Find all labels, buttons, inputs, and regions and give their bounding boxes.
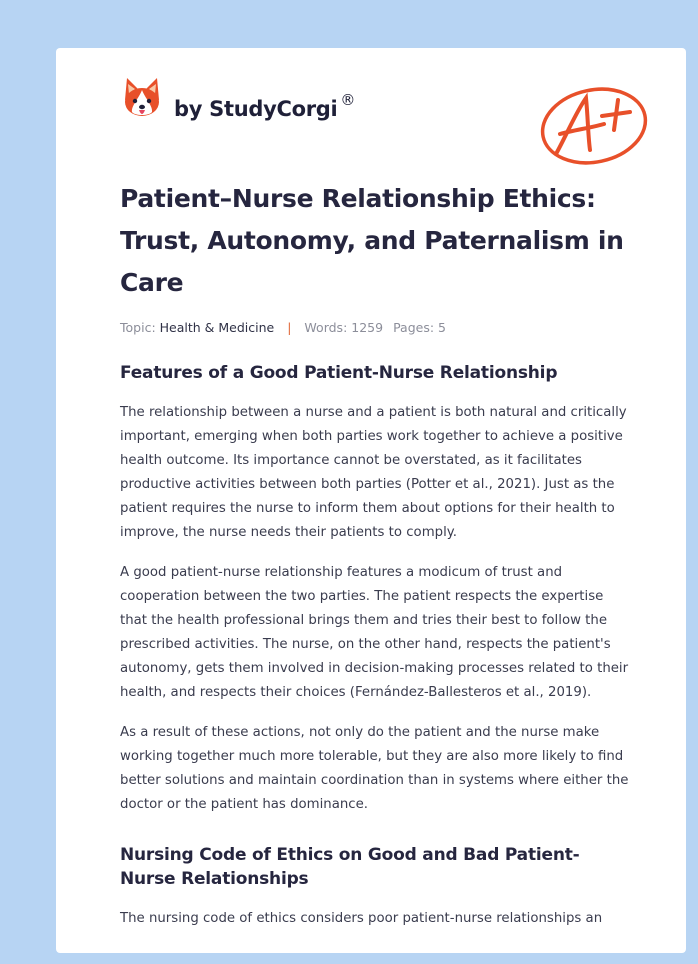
registered-mark: ®	[340, 91, 356, 109]
paragraph: The nursing code of ethics considers poor patient-nurse relationships an	[120, 911, 603, 926]
page-title: Patient–Nurse Relationship Ethics: Trust, Autonomy, and Paternalism in Care	[120, 184, 624, 297]
header	[120, 76, 650, 166]
meta-separator: |	[287, 320, 292, 335]
paragraph: A good patient-nurse relationship features a modicum of trust and cooperation between the two parties. The patient respects the expertise that the health professional brings them and tries their best to follow the prescribed activities. The nurse, on the other hand, respects the patient's autonomy, gets them involved in decision-making processes related to their health, and respects their choices (Fernández-Ballesteros et al., 2019).	[120, 565, 629, 700]
essay-content	[120, 178, 632, 931]
section-heading: Features of a Good Patient-Nurse Relationship	[120, 363, 558, 383]
topic-link[interactable]: Health & Medicine	[159, 320, 275, 335]
document-page	[56, 48, 686, 953]
section-heading: Nursing Code of Ethics on Good and Bad Patient-Nurse Relationships	[120, 845, 580, 889]
paragraph: As a result of these actions, not only do the patient and the nurse make working together much more tolerable, but they are also more likely to find better solutions and maintain coordination than in systems where either the doctor or the patient has dominance.	[120, 725, 629, 812]
words-label: Words:	[304, 320, 348, 335]
pages-label: Pages:	[393, 320, 435, 335]
paragraph: The relationship between a nurse and a patient is both natural and critically important, emerging when both parties work together to achieve a positive health outcome. Its importance cannot be overstated, as it facilitates productive activities between both parties (Potter et al., 2021). Just as the patient requires the nurse to inform them about options for their health to improve, the nurse needs their patients to comply.	[120, 405, 627, 540]
essay-meta	[120, 320, 632, 335]
brand-name[interactable]: by StudyCorgi ®	[174, 91, 356, 121]
pages-count: 5	[438, 320, 446, 335]
words-count: 1259	[351, 320, 384, 335]
a-plus-grade-icon	[538, 84, 650, 168]
corgi-logo-icon[interactable]	[122, 76, 162, 120]
topic-label: Topic:	[120, 320, 156, 335]
